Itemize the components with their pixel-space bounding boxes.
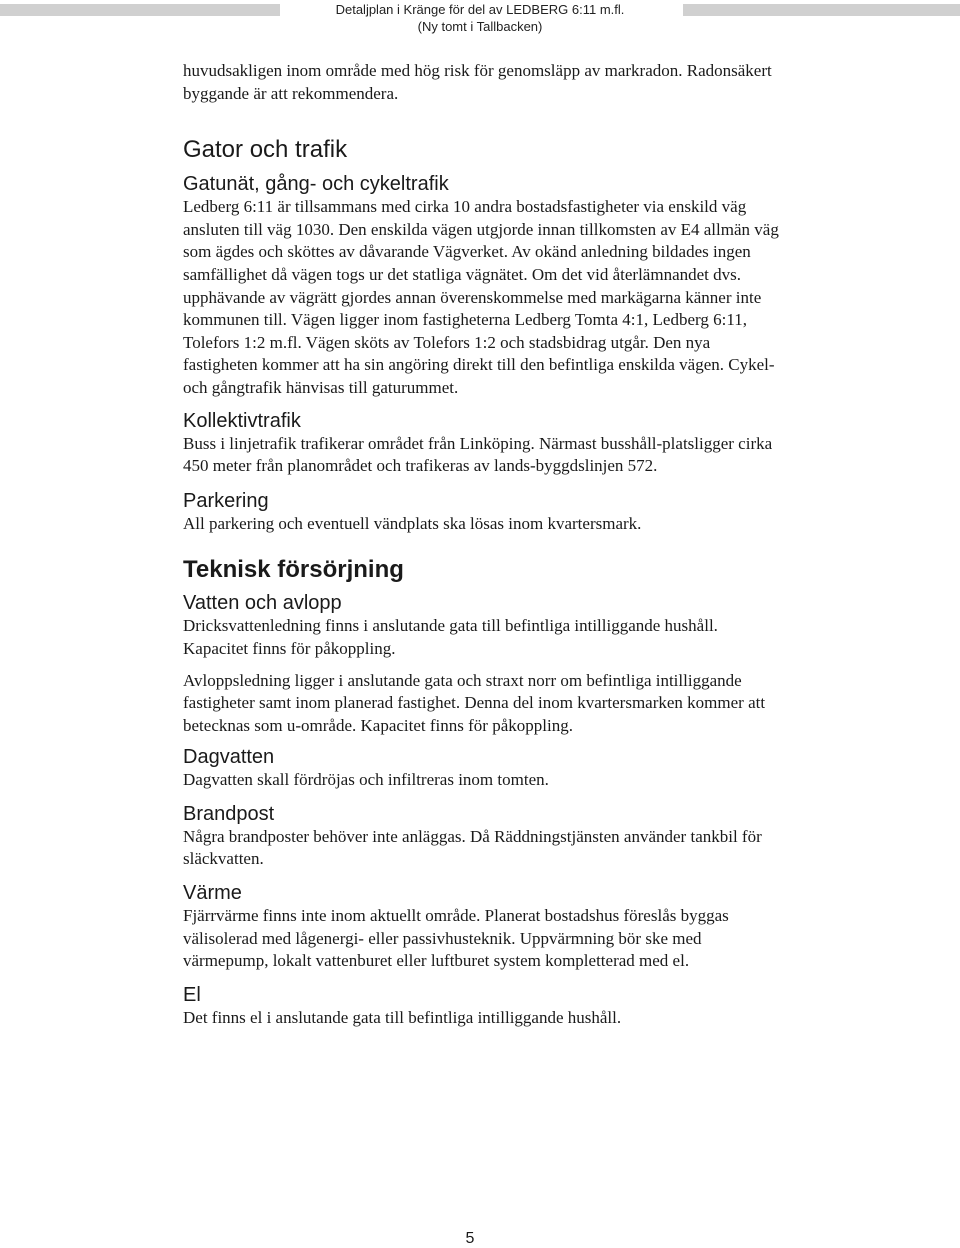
paragraph-dricksvatten: Dricksvattenledning finns i anslutande gata till befintliga intilliggande hushåll. Kapacitet finns för påkoppling. <box>183 616 718 658</box>
paragraph-dagvatten: Dagvatten skall fördröjas och infiltreras inom tomten. <box>183 770 549 790</box>
header-subtitle: (Ny tomt i Tallbacken) <box>417 19 543 34</box>
heading-el: El <box>183 983 201 1006</box>
paragraph-varme: Fjärrvärme finns inte inom aktuellt område. Planerat bostadshus föreslås byggas välisolerad med lågenergi- eller passivhusteknik. Uppvärmning bör ske med värmepump, lokalt vattenburet eller luftburet system kompletterad med el. <box>183 906 729 971</box>
running-header <box>300 1 660 35</box>
page-content <box>183 60 783 1029</box>
paragraph-avlopp: Avloppsledning ligger i anslutande gata och straxt norr om befintliga intilliggande fastigheter samt inom planerad fastighet. Denna del inom kvartersmarken kommer att betecknas som u-område. Kapacitet finns för påkoppling. <box>183 670 766 735</box>
heading-varme: Värme <box>183 882 242 905</box>
paragraph-kollektivtrafik: Buss i linjetrafik trafikerar området från Linköping. Närmast busshåll-platsligger cirka 450 meter från planområdet och trafikeras av lands-byggdslinjen 572. <box>183 433 773 476</box>
paragraph-brandpost: Några brandposter behöver inte anläggas. Då Räddningstjänsten använder tankbil för släckvatten. <box>183 826 762 869</box>
header-bar-left <box>0 4 280 16</box>
heading-vatten-avlopp: Vatten och avlopp <box>183 592 342 615</box>
page-number: 5 <box>465 1230 475 1247</box>
section-title-gator: Gator och trafik <box>183 136 348 164</box>
heading-kollektivtrafik: Kollektivtrafik <box>183 409 301 432</box>
header-title: Detaljplan i Kränge för del av LEDBERG 6:11 m.fl. <box>335 2 625 17</box>
header-bar-right <box>683 4 960 16</box>
section-title-teknisk: Teknisk försörjning <box>183 556 404 584</box>
paragraph-el: Det finns el i anslutande gata till befintliga intilliggande hushåll. <box>183 1007 622 1027</box>
paragraph-gatunat: Ledberg 6:11 är tillsammans med cirka 10 andra bostadsfastigheter via enskild väg ansluten till väg 1030. Den enskilda vägen utgjorde innan tillkomsten av E4 allmän väg som ägdes och sköttes av dåvarande Vägverket. Av okänd anledning bildades ingen samfällighet då vägen togs ur det statliga vägnätet. Om det vid återlämnandet dvs. upphävande av vägrätt gjordes annan överenskommelse med markägarna känner inte kommunen till. Vägen ligger inom fastigheterna Ledberg Tomta 4:1, Ledberg 6:11, Tolefors 1:2 m.fl. Vägen sköts av Tolefors 1:2 och stadsbidrag utgår. Den nya fastigheten kommer att ha sin angöring direkt till den befintliga enskilda vägen. Cykel- och gångtrafik hänvisas till gaturummet. <box>183 197 779 397</box>
heading-brandpost: Brandpost <box>183 802 275 825</box>
paragraph-parkering: All parkering och eventuell vändplats ska lösas inom kvartersmark. <box>183 513 642 533</box>
intro-paragraph: huvudsakligen inom område med hög risk för genomsläpp av markradon. Radonsäkert byggande är att rekommendera. <box>183 61 772 103</box>
heading-dagvatten: Dagvatten <box>183 746 275 769</box>
heading-gatunat: Gatunät, gång- och cykeltrafik <box>183 173 449 196</box>
heading-parkering: Parkering <box>183 489 269 512</box>
